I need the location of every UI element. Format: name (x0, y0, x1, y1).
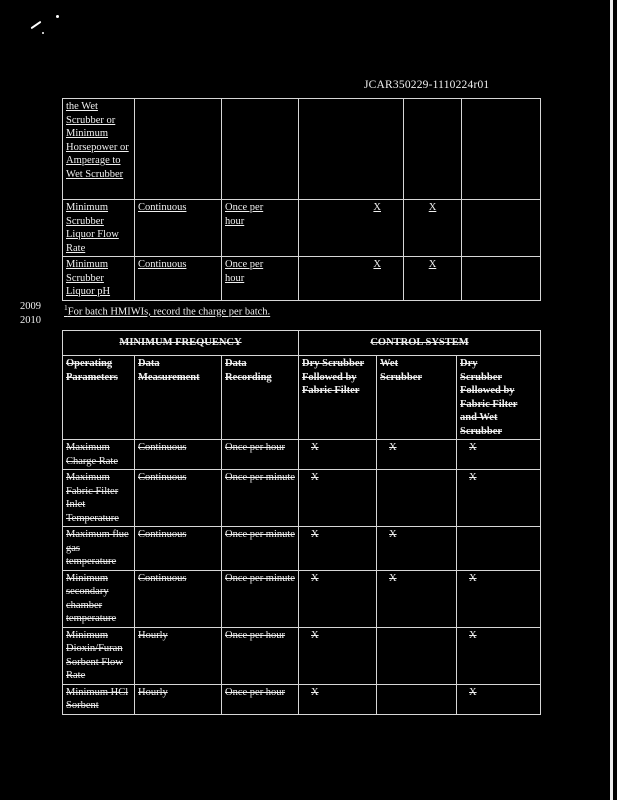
operating-parameter-cell: Maximum flue gas temperature (63, 527, 135, 571)
measurement-cell: Continuous (135, 440, 222, 470)
measurement-cell: Continuous (135, 200, 222, 257)
measurement-cell: Continuous (135, 257, 222, 301)
mark-cell: X (377, 570, 457, 627)
column-header-data-recording: Data Recording (222, 356, 299, 440)
mark-cell: X (457, 570, 541, 627)
mark-cell (462, 200, 541, 257)
mark-cell (377, 470, 457, 527)
recording-cell: Once per minute (222, 527, 299, 571)
column-header-operating-parameters: Operating Parameters (63, 356, 135, 440)
mark-cell: X (404, 257, 462, 301)
measurement-cell: Continuous (135, 570, 222, 627)
recording-cell (222, 99, 299, 200)
table-row (63, 257, 541, 301)
measurement-cell: Hourly (135, 627, 222, 684)
mark-cell: X (299, 200, 404, 257)
column-header-wet-scrubber (377, 356, 457, 440)
mark-cell: X (457, 470, 541, 527)
mark-cell: X (377, 527, 457, 571)
footnote-marker: 1 (64, 303, 68, 312)
margin-line-number: 2010 (20, 315, 41, 326)
table-row (63, 331, 541, 356)
continuation-table (62, 98, 541, 301)
operating-parameter-cell: Minimum Dioxin/Furan Sorbent Flow Rate (63, 627, 135, 684)
measurement-cell (135, 99, 222, 200)
column-header-dry-scrubber-fabric-filter: Dry Scrubber Followed by Fabric Filter (299, 356, 377, 440)
operating-parameter-cell: Minimum HCl Sorbent (63, 684, 135, 714)
recording-cell (222, 257, 299, 301)
operating-parameter-cell: Minimum secondary chamber temperature (63, 570, 135, 627)
table-row (63, 356, 541, 440)
scan-noise-mark (56, 15, 59, 18)
scan-edge-line (610, 0, 613, 800)
table-row (63, 99, 541, 200)
operating-parameter-cell: Maximum Charge Rate (63, 440, 135, 470)
mark-cell: X (299, 627, 377, 684)
mark-cell (299, 99, 404, 200)
footnote (64, 303, 270, 318)
operating-parameter-cell: the Wet Scrubber or Minimum Horsepower or Amperage to Wet Scrubber (63, 99, 135, 200)
column-header-dry-scrubber-fabric-filter-wet-scrubber (457, 356, 541, 440)
mark-cell (462, 99, 541, 200)
operating-parameter-cell: Minimum Scrubber Liquor Flow Rate (63, 200, 135, 257)
table-row (63, 570, 541, 627)
mark-cell: X (299, 684, 377, 714)
scan-noise-mark (42, 32, 44, 34)
recording-cell: Once per minute (222, 470, 299, 527)
column-header-data-measurement: Data Measurement (135, 356, 222, 440)
mark-cell: X (299, 470, 377, 527)
table-row (63, 527, 541, 571)
struck-table (62, 330, 541, 715)
mark-cell: X (299, 570, 377, 627)
margin-line-number: 2009 (20, 301, 41, 312)
mark-cell: X (457, 627, 541, 684)
mark-cell: X (299, 440, 377, 470)
recording-cell: Once per hour (222, 440, 299, 470)
recording-cell: Once per minute (222, 570, 299, 627)
mark-cell: X (377, 440, 457, 470)
mark-cell: X (457, 684, 541, 714)
table-row (63, 440, 541, 470)
operating-parameter-cell: Maximum Fabric Filter Inlet Temperature (63, 470, 135, 527)
mark-cell: X (457, 440, 541, 470)
operating-parameter-cell: Minimum Scrubber Liquor pH (63, 257, 135, 301)
mark-cell (457, 527, 541, 571)
cell-text: Once per hour (225, 202, 264, 227)
footnote-text: For batch HMIWIs, record the charge per batch. (67, 306, 271, 318)
cell-text: Dry Scrubber Followed by Fabric Filter and Wet Scrubber (460, 358, 518, 437)
mark-cell: X (299, 527, 377, 571)
measurement-cell: Hourly (135, 684, 222, 714)
recording-cell: Once per hour (222, 627, 299, 684)
group-header-control-system: CONTROL SYSTEM (299, 331, 541, 356)
measurement-cell: Continuous (135, 527, 222, 571)
scan-noise-mark (31, 21, 42, 30)
table-row (63, 684, 541, 714)
table-row (63, 470, 541, 527)
measurement-cell: Continuous (135, 470, 222, 527)
mark-cell (377, 627, 457, 684)
document-id: JCAR350229-1110224r01 (364, 79, 490, 91)
mark-cell: X (299, 257, 404, 301)
mark-cell (462, 257, 541, 301)
mark-cell (404, 99, 462, 200)
recording-cell (222, 200, 299, 257)
cell-text: Wet Scrubber (380, 358, 423, 383)
cell-text: Once per hour (225, 259, 264, 284)
mark-cell: X (404, 200, 462, 257)
table-row (63, 200, 541, 257)
table-row (63, 627, 541, 684)
mark-cell (377, 684, 457, 714)
group-header-minimum-frequency: MINIMUM FREQUENCY (63, 331, 299, 356)
recording-cell: Once per hour (222, 684, 299, 714)
